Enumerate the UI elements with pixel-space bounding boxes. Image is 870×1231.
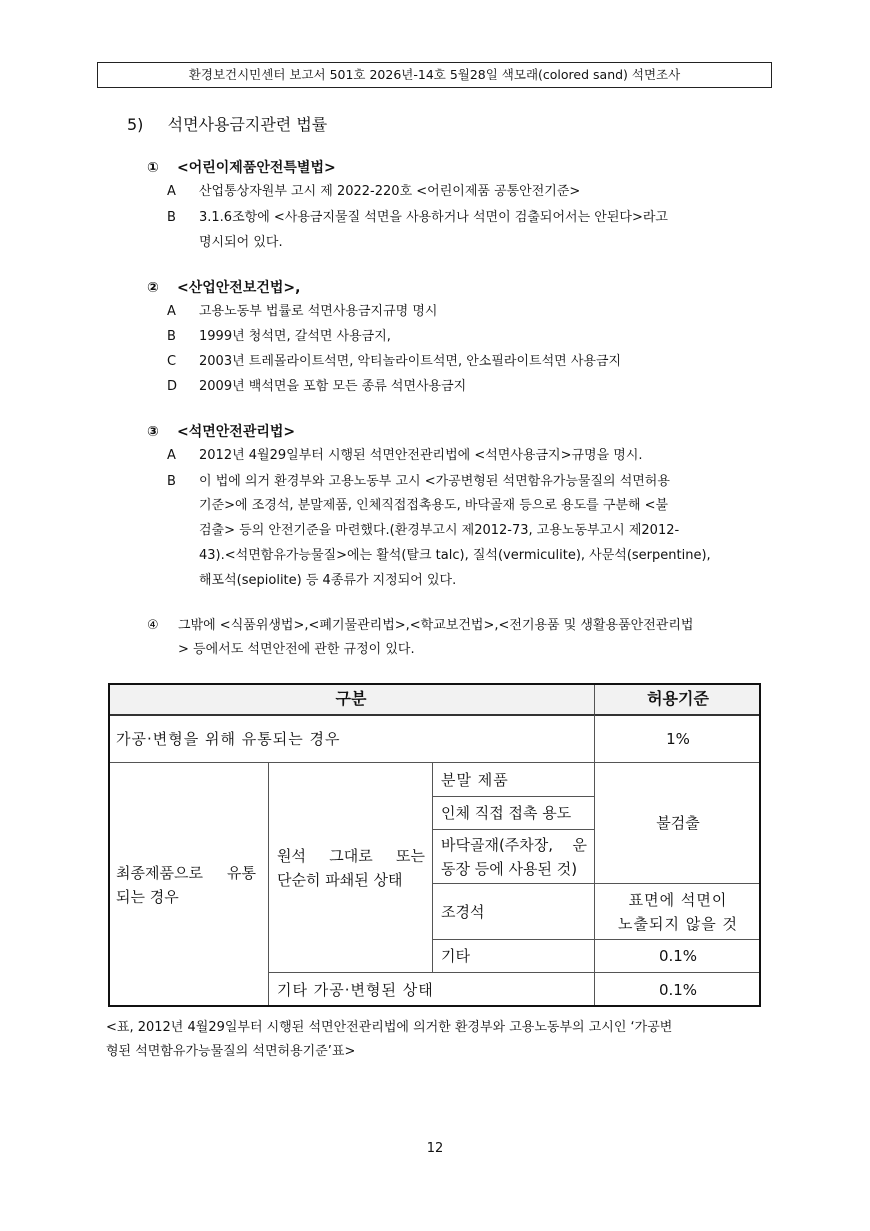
item-letter: B	[167, 329, 176, 344]
item-text: 2009년 백석면을 포함 모든 종류 석면사용금지	[199, 379, 467, 394]
report-header: 환경보건시민센터 보고서 501호 2026년-14호 5월28일 색모래(colored sand) 석면조사	[97, 62, 772, 88]
value-processed: 0.1%	[594, 972, 761, 1007]
law-1-mark: ①	[147, 160, 159, 176]
sub-other: 기타	[432, 939, 594, 972]
item-letter: C	[167, 354, 177, 369]
item-text: 1999년 청석면, 갈석면 사용금지,	[199, 329, 391, 344]
row-processing-label: 가공·변형을 위해 유통되는 경우	[108, 714, 594, 762]
section-title-text: 석면사용금지관련 법률	[167, 115, 328, 134]
value-not-detected: 불검출	[594, 762, 761, 883]
item-text: 산업통상자원부 고시 제 2022-220호 <어린이제품 공통안전기준>	[199, 184, 581, 199]
item-letter: A	[167, 448, 176, 463]
table-header-category: 구분	[108, 683, 594, 714]
law-3-heading	[147, 421, 295, 441]
sub-floor-aggregate: 바닥골재(주차장, 운 동장 등에 사용된 것)	[432, 829, 594, 883]
section-title	[127, 112, 327, 135]
law-1-title: <어린이제품안전특별법>	[177, 160, 336, 176]
item-letter: A	[167, 184, 176, 199]
item-text: 명시되어 있다.	[199, 235, 283, 250]
item-letter: B	[167, 210, 176, 225]
note-text-line: 그밖에 <식품위생법>,<폐기물관리법>,<학교보건법>,<전기용품 및 생활용품안전관리법	[178, 618, 694, 633]
item-text-line: 검출> 등의 안전기준을 마련했다.(환경부고시 제2012-73, 고용노동부고시 제2012-	[199, 523, 680, 538]
row-final-product-label: 최종제품으로 유통 되는 경우	[108, 762, 268, 1007]
note-text-line: > 등에서도 석면안전에 관한 규정이 있다.	[178, 642, 415, 657]
law-3-mark: ③	[147, 424, 159, 440]
table-caption	[106, 1016, 766, 1064]
item-text-line: 이 법에 의거 환경부와 고용노동부 고시 <가공변형된 석면함유가능물질의 석면허용	[199, 474, 670, 489]
asbestos-standard-table	[108, 683, 761, 1007]
sub-landscape-stone: 조경석	[432, 883, 594, 939]
item-text: 2003년 트레몰라이트석면, 악티놀라이트석면, 안소필라이트석면 사용금지	[199, 354, 622, 369]
section-number: 5)	[127, 115, 144, 134]
caption-line: 형된 석면함유가능물질의 석면허용기준’표>	[106, 1044, 356, 1059]
item-text-line: 해포석(sepiolite) 등 4종류가 지정되어 있다.	[199, 573, 457, 588]
item-letter: A	[167, 304, 176, 319]
item-letter: B	[167, 474, 176, 489]
law-1-heading	[147, 157, 336, 177]
law-2-heading	[147, 277, 300, 297]
item-text: 3.1.6조항에 <사용금지물질 석면을 사용하거나 석면이 검출되어서는 안된다>라고	[199, 210, 668, 225]
value-landscape-stone: 표면에 석면이 노출되지 않을 것	[594, 883, 761, 939]
table-header-standard: 허용기준	[594, 683, 761, 714]
value-other: 0.1%	[594, 939, 761, 972]
sub-body-contact: 인체 직접 접촉 용도	[432, 796, 594, 829]
page-number: 12	[426, 1141, 444, 1156]
raw-state-label: 원석 그대로 또는 단순히 파쇄된 상태	[268, 762, 432, 972]
law-2-mark: ②	[147, 280, 159, 296]
law-3-title: <석면안전관리법>	[177, 424, 296, 440]
row-processing-value: 1%	[594, 714, 761, 762]
item-text: 고용노동부 법률로 석면사용금지규명 명시	[199, 304, 438, 319]
note-mark: ④	[147, 618, 159, 633]
processed-state-label: 기타 가공·변형된 상태	[268, 972, 594, 1007]
caption-line: <표, 2012년 4월29일부터 시행된 석면안전관리법에 의거한 환경부와 고용노동부의 고시인 ‘가공변	[106, 1020, 673, 1035]
item-text-line: 기준>에 조경석, 분말제품, 인체직접접촉용도, 바닥골재 등으로 용도를 구분해 <불	[199, 498, 669, 513]
item-text-line: 43).<석면함유가능물질>에는 활석(탈크 talc), 질석(vermiculite), 사문석(serpentine),	[199, 548, 711, 563]
sub-powder: 분말 제품	[432, 762, 594, 796]
item-text: 2012년 4월29일부터 시행된 석면안전관리법에 <석면사용금지>규명을 명시.	[199, 448, 643, 463]
item-letter: D	[167, 379, 178, 394]
law-2-title: <산업안전보건법>,	[177, 280, 301, 296]
